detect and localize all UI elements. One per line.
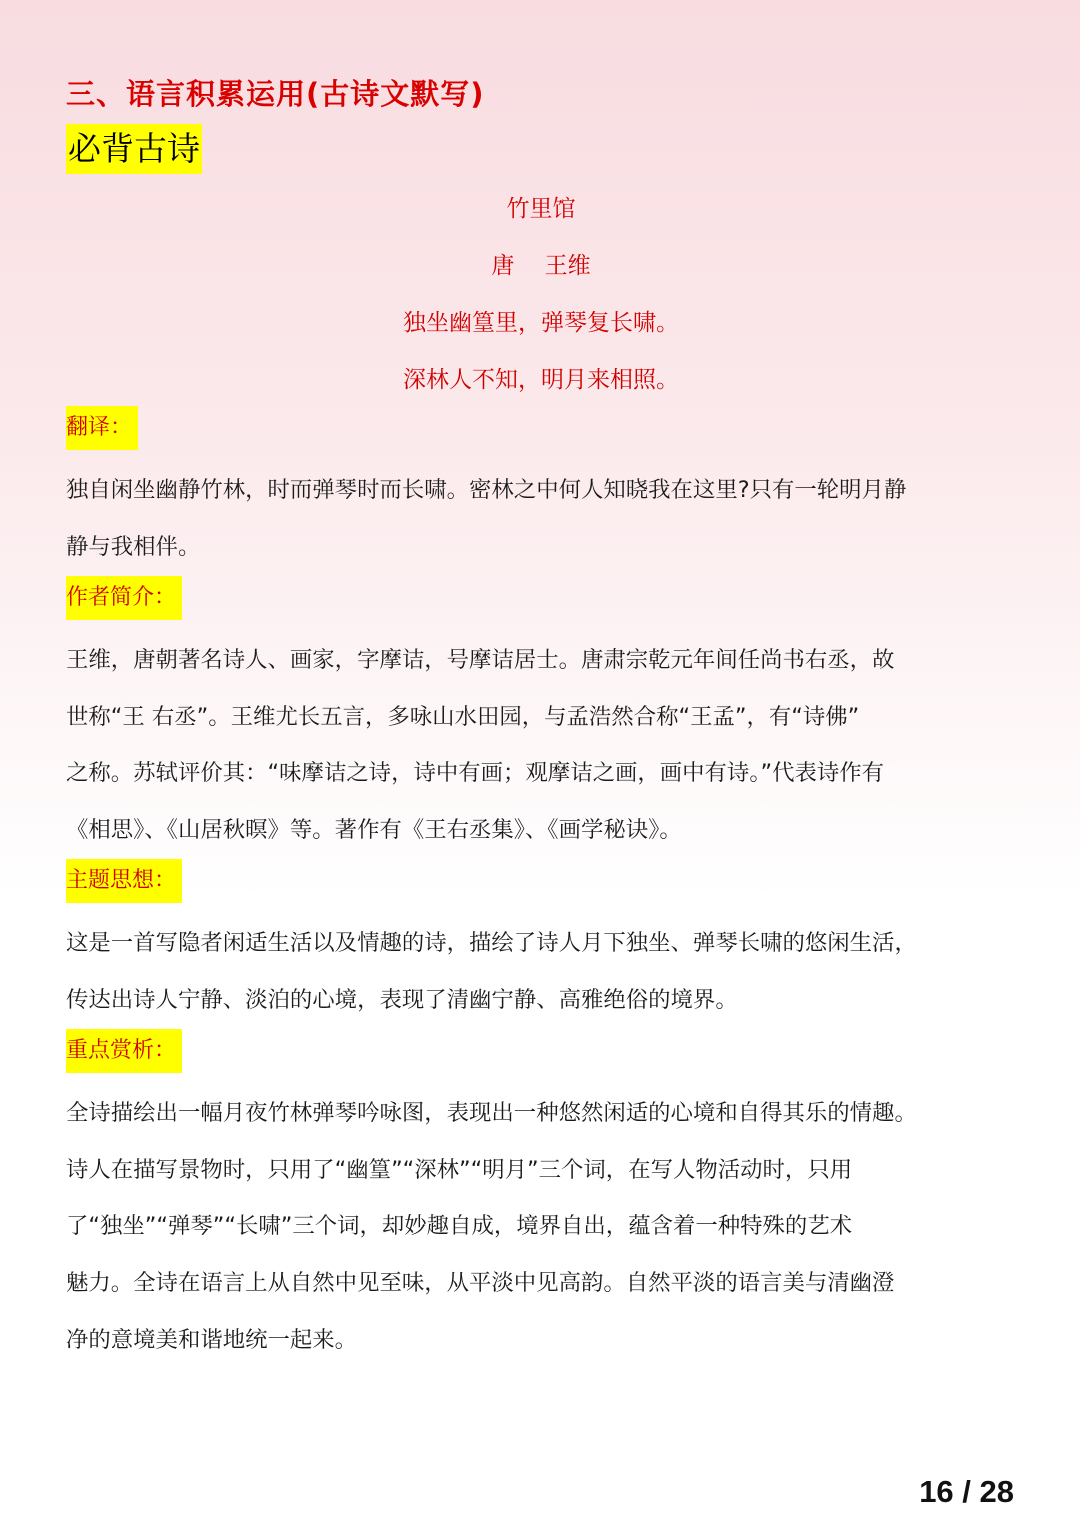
paragraph-line: 了“独坐”“弹琴”“长啸”三个词，却妙趣自成，境界自出，蕴含着一种特殊的艺术 [66, 1213, 853, 1240]
translation-paragraph [66, 462, 1016, 575]
page-number: 16 / 28 [919, 1474, 1014, 1509]
analysis-label: 重点赏析： [66, 1029, 182, 1073]
poem-author: 唐 王维 [491, 253, 591, 279]
paragraph-line: 王维，唐朝著名诗人、画家，字摩诘，号摩诘居士。唐肃宗乾元年间任尚书右丞，故 [66, 647, 895, 673]
paragraph-line: 独自闲坐幽静竹林，时而弹琴时而长啸。密林之中何人知晓我在这里?只有一轮明月静 [66, 477, 907, 503]
paragraph-line: 《相思》、《山居秋暝》等。著作有《王右丞集》、《画学秘诀》。 [66, 817, 682, 844]
subtitle-highlighted: 必背古诗 [66, 124, 202, 174]
author-intro-label: 作者简介： [66, 576, 182, 620]
paragraph-line: 净的意境美和谐地统一起来。 [66, 1326, 358, 1353]
theme-paragraph [66, 915, 1016, 1028]
poem-title: 竹里馆 [506, 196, 576, 222]
paragraph-line: 之称。苏轼评价其：“味摩诘之诗，诗中有画；观摩诘之画，画中有诗。”代表诗作有 [66, 760, 885, 787]
poem-line-1: 独坐幽篁里，弹琴复长啸。 [403, 310, 679, 336]
author-intro-paragraph [66, 632, 1016, 859]
section-title: 三、语言积累运用(古诗文默写) [66, 77, 485, 111]
paragraph-line: 魅力。全诗在语言上从自然中见至味，从平淡中见高韵。自然平淡的语言美与清幽澄 [66, 1270, 895, 1297]
paragraph-line: 静与我相伴。 [66, 533, 201, 560]
theme-label: 主题思想： [66, 859, 182, 903]
analysis-paragraph [66, 1085, 1016, 1368]
paragraph-line: 这是一首写隐者闲适生活以及情趣的诗，描绘了诗人月下独坐、弹琴长啸的悠闲生活， [66, 930, 917, 956]
paragraph-line: 诗人在描写景物时，只用了“幽篁”“深林”“明月”三个词，在写人物活动时，只用 [66, 1156, 853, 1183]
paragraph-line: 世称“王 右丞”。王维尤长五言，多咏山水田园，与孟浩然合称“王孟”，有“诗佛” [66, 703, 860, 730]
paragraph-line: 传达出诗人宁静、淡泊的心境，表现了清幽宁静、高雅绝俗的境界。 [66, 986, 738, 1013]
paragraph-line: 全诗描绘出一幅月夜竹林弹琴吟咏图，表现出一种悠然闲适的心境和自得其乐的情趣。 [66, 1100, 917, 1126]
translation-label: 翻译： [66, 406, 138, 450]
poem-line-2: 深林人不知，明月来相照。 [403, 367, 679, 393]
